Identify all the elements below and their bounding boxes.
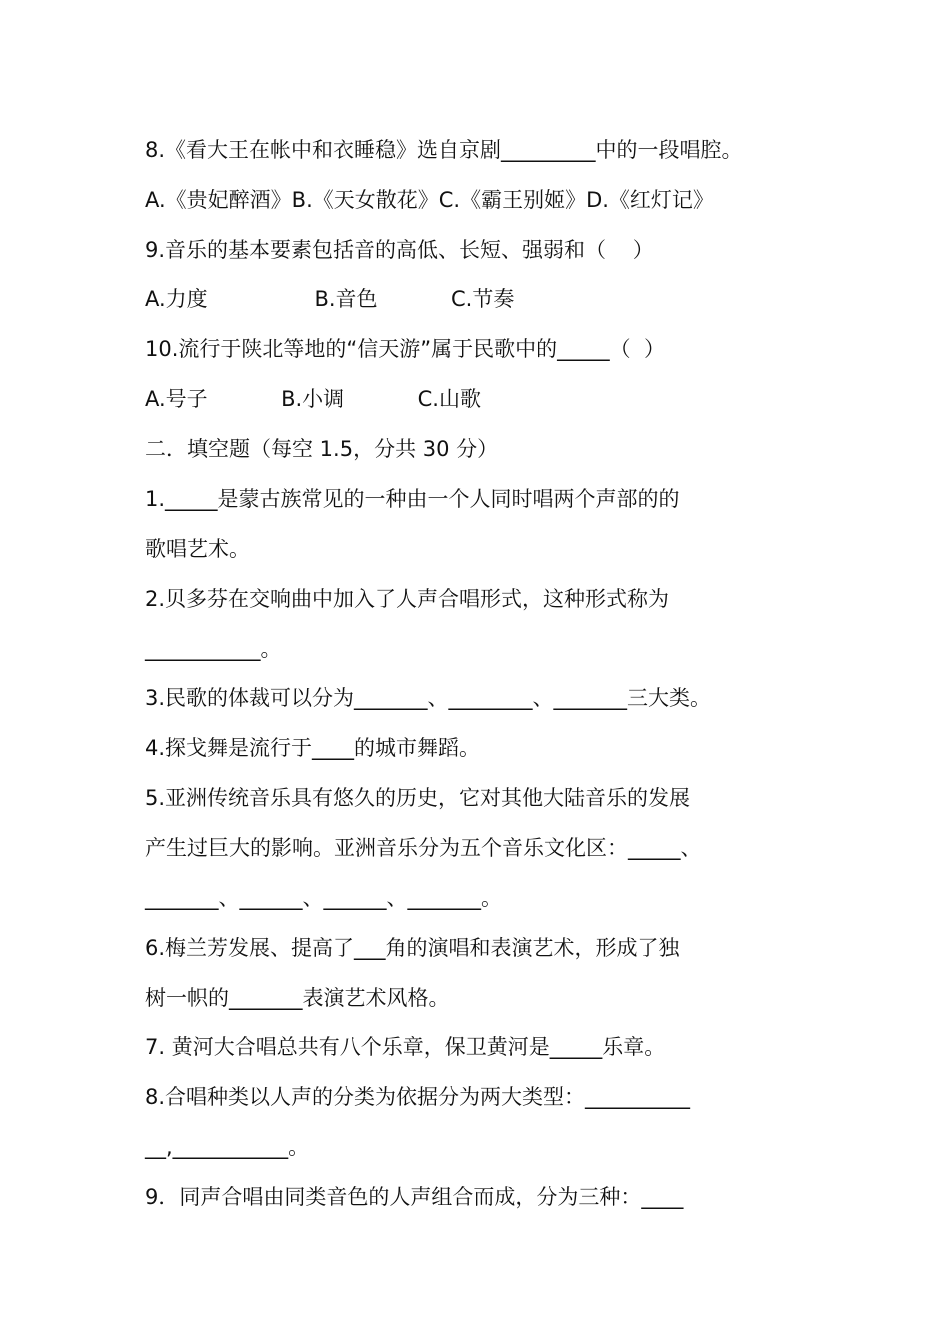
q9-choice-text: 9.音乐的基本要素包括音的高低、长短、强弱和（ ）: [145, 238, 654, 262]
fill-q2-line2: ___________。: [145, 637, 282, 661]
fill-q5-line2: 产生过巨大的影响。亚洲音乐分为五个音乐文化区：_____、: [145, 836, 702, 860]
fill-q5-line3: _______、______、______、_______。: [145, 886, 502, 910]
fill-q8-line1: 8.合唱种类以人声的分类为依据分为两大类型：__________: [145, 1085, 691, 1109]
q10-options: A.号子 B.小调 C.山歌: [145, 387, 481, 411]
fill-q7: 7. 黄河大合唱总共有八个乐章，保卫黄河是_____乐章。: [145, 1035, 666, 1059]
q8-choice-text: 8.《看大王在帐中和衣睡稳》选自京剧_________中的一段唱腔。: [145, 138, 743, 162]
fill-q1-line1: 1._____是蒙古族常见的一种由一个人同时唱两个声部的的: [145, 487, 680, 511]
fill-q6-line1: 6.梅兰芳发展、提高了___角的演唱和表演艺术，形成了独: [145, 936, 680, 960]
section-two-heading: 二．填空题（每空 1.5，分共 30 分）: [145, 437, 499, 461]
q9-options: A.力度 B.音色 C.节奏: [145, 287, 515, 311]
fill-q8-line2: __,___________。: [145, 1135, 310, 1159]
fill-q4: 4.探戈舞是流行于____的城市舞蹈。: [145, 736, 481, 760]
fill-q3: 3.民歌的体裁可以分为_______、________、_______三大类。: [145, 686, 712, 710]
fill-q9-line1: 9．同声合唱由同类音色的人声组合而成，分为三种：____: [145, 1185, 684, 1209]
q10-choice-text: 10.流行于陕北等地的“信天游”属于民歌中的_____（ ）: [145, 337, 666, 361]
q8-options: A.《贵妃醉酒》B.《天女散花》C.《霸王别姬》D.《红灯记》: [145, 188, 714, 212]
fill-q5-line1: 5.亚洲传统音乐具有悠久的历史，它对其他大陆音乐的发展: [145, 786, 691, 810]
fill-q6-line2: 树一帜的_______表演艺术风格。: [145, 986, 450, 1010]
fill-q2-line1: 2.贝多芬在交响曲中加入了人声合唱形式，这种形式称为: [145, 587, 670, 611]
fill-q1-line2: 歌唱艺术。: [145, 537, 250, 561]
